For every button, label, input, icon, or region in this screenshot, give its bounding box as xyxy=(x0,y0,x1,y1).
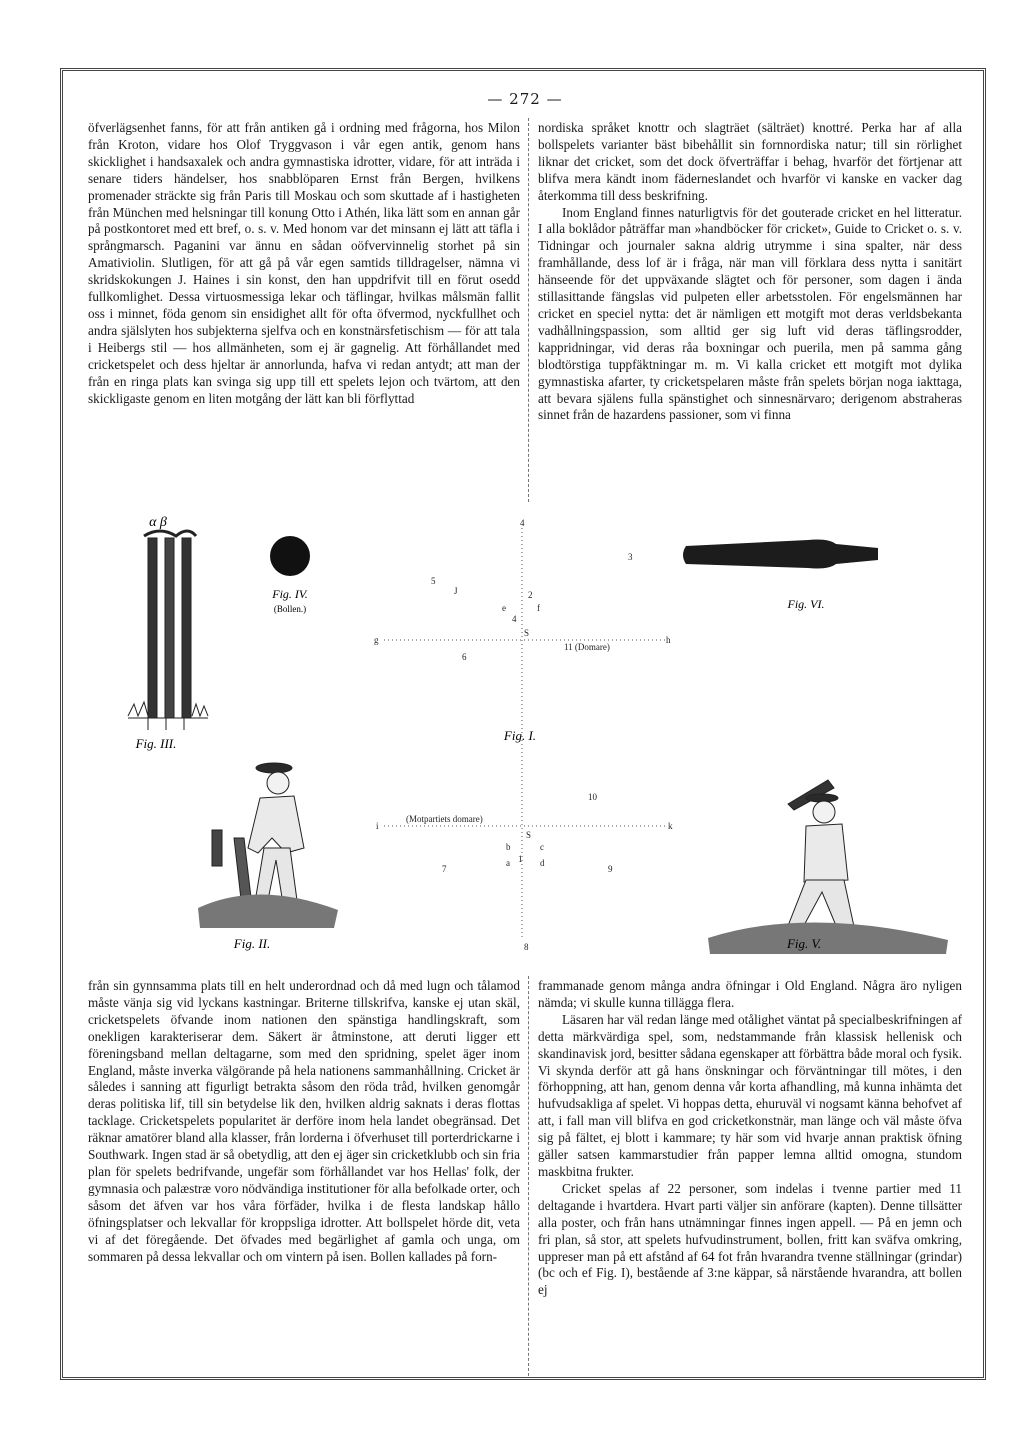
bat-illustration xyxy=(683,540,878,569)
fig4-subcaption: (Bollen.) xyxy=(273,604,307,614)
figure-plate xyxy=(88,508,962,968)
field-label: k xyxy=(668,821,673,831)
field-label: f xyxy=(537,603,540,613)
field-label: 10 xyxy=(588,792,597,802)
ball-illustration xyxy=(270,536,310,576)
field-label: c xyxy=(540,842,544,852)
paragraph: nordiska språket knottr och slagträet (sälträet) knottré. Perka har af alla bollspelets varianter bäst bibehållit sin fornnordiska natur; till sin rörlighet liknar det cricket, som det dock öfverträffar i behag, hvarför det förtjenar att blifva mera kändt inom fäderneslandet och hvarför vi kanske en vacker dag återkomma till dess beskrifning. xyxy=(538,120,962,203)
field-label: 9 xyxy=(608,864,613,874)
batsman-illustration xyxy=(708,780,948,954)
cricket-illustrations xyxy=(88,508,962,968)
field-label: 3 xyxy=(628,552,633,562)
paragraph: från sin gynnsamma plats till en helt underordnad och då med lugn och tålamod måste vänja sig vid lyckans kastningar. Briterne tillskrifva, kanske ej utan skäl, cricketspelets öfvande inom nationen den spänstiga handlingskraft, som onekligen karakteriserar dem. Säkert är åtminstone, att deruti ligger ett föreningsband mellan deltagarne, som med den spridning, spelet äger inom England, måste inverka välgörande på hela nationens sammanhållning. Cricket är således i sanning att figurligt betrakta såsom den röda tråd, hvilken genomgår deras politiska lif, till sin betydelse lik den, hvilken aldrig saknats i deras flottas tacklage. Cricketspelets popularitet är derföre inom hela landet obegränsad. Det räknar amatörer bland alla klasser, från lorderna i öfverhuset till porterdrickarne i Southwark. Ingen stad är så obetydlig, att den ej äger sin cricketklubb och sin fria plan för spelets bedrifvande, ungefär som förhållandet var hos Hellas' folk, der gymnasia och palæstræ voro nödvändiga institutioner för alla befolkade orter, och såsom det äfven var hos våra förfäder, hvilka i de flesta landskap hållo öfningsplatser och lekvallar för kroppsliga idrotter. Att bollspelet hörde dit, veta vi af det föregående. Det öfvades med begärlighet af gamla och unga, om sommaren på dessa lekvallar och om vintern på isen. Bollen kallades på forn- xyxy=(88,978,520,1264)
column-bottom-right xyxy=(538,978,962,1373)
field-label: 4 xyxy=(512,614,517,624)
field-label: h xyxy=(666,635,671,645)
field-label: 1 xyxy=(518,854,523,864)
paragraph: öfverlägsenhet fanns, för att från antiken gå i ordning med frågorna, hos Milon från Kroton, vidare hos Olof Tryggvason i vår egen antik, genom hans skicklighet i handsaxalek och andra gymnastiska idrotter, vidare, för att inträda i senare tiders händelser, hos snabblöparen Ernst från Bergen, hvilkens promenader sträckte sig från Paris till Moskau och som skuttade af i hastigheten från München med helsningar till konung Otto i Athén, lika lätt som en annan går på postkontoret med ett bref, o. s. v. Med honom var det minsann ej lätt att täfla i språngmarsch. Paganini var ännu en sådan oöfvervinnelig storhet på sin Amativiolin. Slutligen, för att gå på vår egen samtids tilldragelser, nämna vi skridskokungen J. Haines i sin konst, den han uppdrifvit till en förut osedd fullkomlighet. Dessa virtuosmessiga lekar och täflingar, hvilkas målsmän fallit oss i minnet, föda genom sin ensidighet allt för ofta öfvermod, nyckfullhet och andra själslyten hos subjekterna sjelfva och en konstnärsfetischism — för att tala i Heibergs stil — hos allmänheten, som ej är gagnelig. Att förhållandet med cricketspelet och dess hjeltar är annorlunda, hafva vi redan antydt; att man der från en ringa plats kan svinga sig upp till ett spelets lejon och tvärtom, att den skickligaste genom en liten motgång der lätt kan bli förflyttad xyxy=(88,120,520,406)
column-top-right xyxy=(538,120,962,500)
field-label: e xyxy=(502,603,506,613)
field-label: 5 xyxy=(431,576,436,586)
paragraph: Cricket spelas af 22 personer, som indelas i tvenne partier med 11 deltagande i hvartdera. Hvart parti väljer sin anförare (kapten). Denne tillsätter alla poster, och från hans utnämningar finnes ingen appell. — På en jemn och fri plan, så stor, att spelets hufvudinstrument, bollen, fritt kan sväfva omkring, uppreser man på ett afstånd af 64 fot från hvarandra tvenne ställningar (grindar) (bc och ef Fig. I), bestående af 3:ne käppar, så närstående hvarandra, att bollen ej xyxy=(538,1180,962,1298)
column-top-left xyxy=(88,120,520,500)
fig2-caption: Fig. II. xyxy=(233,936,271,951)
field-label: 6 xyxy=(462,652,467,662)
wicketkeeper-illustration xyxy=(198,763,338,928)
fig5-caption: Fig. V. xyxy=(786,936,822,951)
column-bottom-left xyxy=(88,978,520,1373)
field-label: a xyxy=(506,858,510,868)
field-label: 8 xyxy=(524,942,529,952)
paragraph: Läsaren har väl redan länge med otålighet väntat på specialbeskrifningen af detta märkvärdiga spel, som, nedstammande från klassisk hellenisk och skandinavisk jord, besitter sådana egenskaper att förbättra både moral och fysik. Vi skynda derför att gå hans önskningar och förväntningar till mötes, i den förhoppning, att han, genom denna vår korta afhandling, må kunna inhämta det hufvudsakliga af spelet. Vi hoppas detta, ehuruväl vi nogsamt känna behofvet af att, i fall man vill blifva en god cricketkonstnär, man länge och väl måste öfva sig på fältet, ej blott i kammare; ty här som vid hvarje annan praktisk öfning gäller satsen kammarstudier från papper lemna alltid omogna, stundom maskbitna frukter. xyxy=(538,1011,962,1179)
field-label: S xyxy=(524,628,530,638)
field-label: 4 xyxy=(520,518,525,528)
column-divider xyxy=(528,118,529,502)
column-divider xyxy=(528,976,529,1376)
field-label: g xyxy=(374,635,379,645)
fig6-caption: Fig. VI. xyxy=(787,597,825,611)
field-label: 7 xyxy=(442,864,447,874)
field-label: 11 (Domare) xyxy=(564,642,610,652)
field-label: b xyxy=(506,842,511,852)
fig3-greek-label: α β xyxy=(149,515,167,530)
fig3-caption: Fig. III. xyxy=(135,736,177,751)
field-label: d xyxy=(540,858,545,868)
fig4-caption: Fig. IV. xyxy=(272,587,308,601)
fig1-caption: Fig. I. xyxy=(503,728,537,743)
field-label: S xyxy=(526,830,532,840)
field-label: 2 xyxy=(528,590,533,600)
page-number: — 272 — xyxy=(487,90,563,108)
field-label: (Motpartiets domare) xyxy=(406,814,483,824)
wicket-illustration xyxy=(128,531,208,730)
field-label: i xyxy=(376,821,379,831)
paragraph: Inom England finnes naturligtvis för det gouterade cricket en hel litteratur. I alla boklådor påträffar man »handböcker för cricket», Guide to Cricket o. s. v. Tidningar och journaler sakna aldrig utrymme i sina spalter, när dess framhållande, dess lof är i fråga, när man vill förklara dess nytta i sanitärt hänseende för det uppväxande slägtet och för personer, som dagen i ända stillasittande fängslas vid pulpeten eller arbetsstolen. För engelsmännen har cricket en speciel nytta: det är nämligen ett motgift mot deras verldsbekanta vadhållningspassion, som alltid ger sig luft vid deras täflingsrodder, kappridningar, vid deras råa boxningar och puerila, men på samma gång blodtörstiga tuppfäktningar m. m. Vi kalla cricket ett motgift mot dylika gymnastiska afarter, ty cricketspelaren måste från spelets början noga iakttaga, att bevara själens fulla spänstighet och sinnesnärvaro; derigenom abstraheras sinnet från de hazardens passioner, som vi finna xyxy=(538,204,962,423)
paragraph: frammanade genom många andra öfningar i Old England. Några äro nyligen nämda; vi skulle kunna tillägga flera. xyxy=(538,978,962,1010)
field-label: J xyxy=(454,586,458,596)
